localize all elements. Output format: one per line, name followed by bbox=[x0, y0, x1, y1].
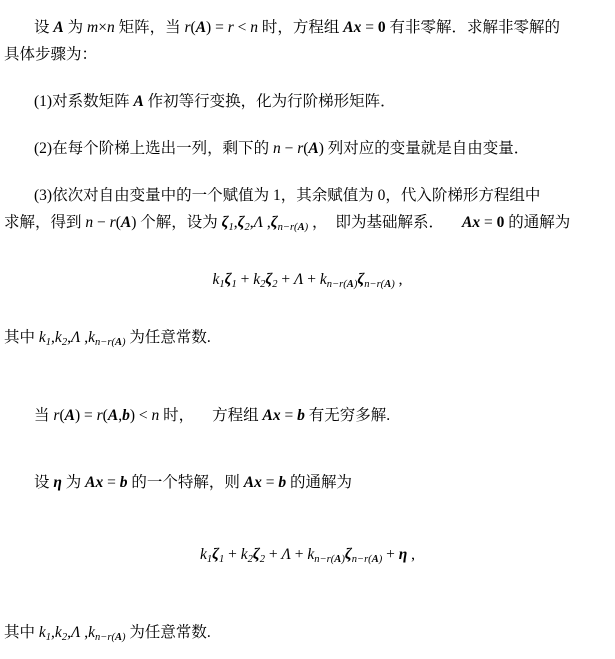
spacer-2 bbox=[0, 115, 615, 135]
spacer-3 bbox=[0, 162, 615, 182]
spacer-1 bbox=[0, 68, 615, 88]
spacer-9b bbox=[0, 599, 615, 619]
spacer-7b bbox=[0, 455, 615, 469]
spacer-9 bbox=[0, 573, 615, 599]
spacer-6 bbox=[0, 356, 615, 382]
paragraph-case2: 当 r(A) = r(A,b) < n 时， 方程组 Ax = b 有无穷多解. bbox=[34, 406, 391, 424]
paragraph-step2: (2)在每个阶梯上选出一列，剩下的 n − r(A) 列对应的变量就是自由变量． bbox=[34, 140, 530, 157]
paragraph-step3: (3)依次对自由变量中的一个赋值为 1，其余赋值为 0，代入阶梯形方程组中 bbox=[34, 187, 541, 204]
paragraph-intro-line2: 具体步骤为： bbox=[4, 46, 98, 63]
spacer-8b bbox=[0, 522, 615, 542]
spacer-8 bbox=[0, 496, 615, 522]
top-spacer bbox=[0, 0, 615, 14]
spacer-7 bbox=[0, 429, 615, 455]
symbol-n: n bbox=[106, 19, 115, 36]
paragraph-intro: 设 A 为 m×n 矩阵，当 r(A) = r < n 时，方程组 Ax = 0 有非零解．求解非零解的 bbox=[34, 19, 560, 36]
spacer-6b bbox=[0, 382, 615, 402]
symbol-m: m bbox=[87, 19, 99, 36]
paragraph-note2: 其中 $k_1,k_2,\Lambda$ $,k_{n-r(A)}$ 为任意常数. bbox=[4, 623, 211, 643]
formula-general-solution-nonhomogeneous: $k_1\zeta_1 + k_2\zeta_2 + \Lambda + k_{n-r(A)}\zeta_{n-r(A)} + \eta$ , bbox=[200, 545, 415, 565]
spacer-4 bbox=[0, 241, 615, 267]
formula-general-solution-homogeneous: $k_1\zeta_1 + k_2\zeta_2 + \Lambda + k_{n-r(A)}\zeta_{n-r(A)}$ , bbox=[212, 270, 403, 290]
paragraph-case2-detail: 设 η 为 Ax = b 的一个特解，则 Ax = b 的通解为 bbox=[34, 473, 353, 491]
paragraph-step3-line2: 求解，得到 n − r(A) 个解，设为 $\zeta_1,\zeta_2,\Lambda$ $,\zeta_{n-r(A)}$ ， 即为基础解系． Ax = 0 的通解为 bbox=[4, 214, 571, 233]
spacer-5 bbox=[0, 298, 615, 324]
paragraph-note1: 其中 $k_1,k_2,\Lambda$ $,k_{n-r(A)}$ 为任意常数. bbox=[4, 328, 211, 348]
paragraph-step1: (1)对系数矩阵 A 作初等行变换，化为行阶梯形矩阵． bbox=[34, 93, 396, 110]
symbol-matrix-A: A bbox=[53, 19, 64, 36]
